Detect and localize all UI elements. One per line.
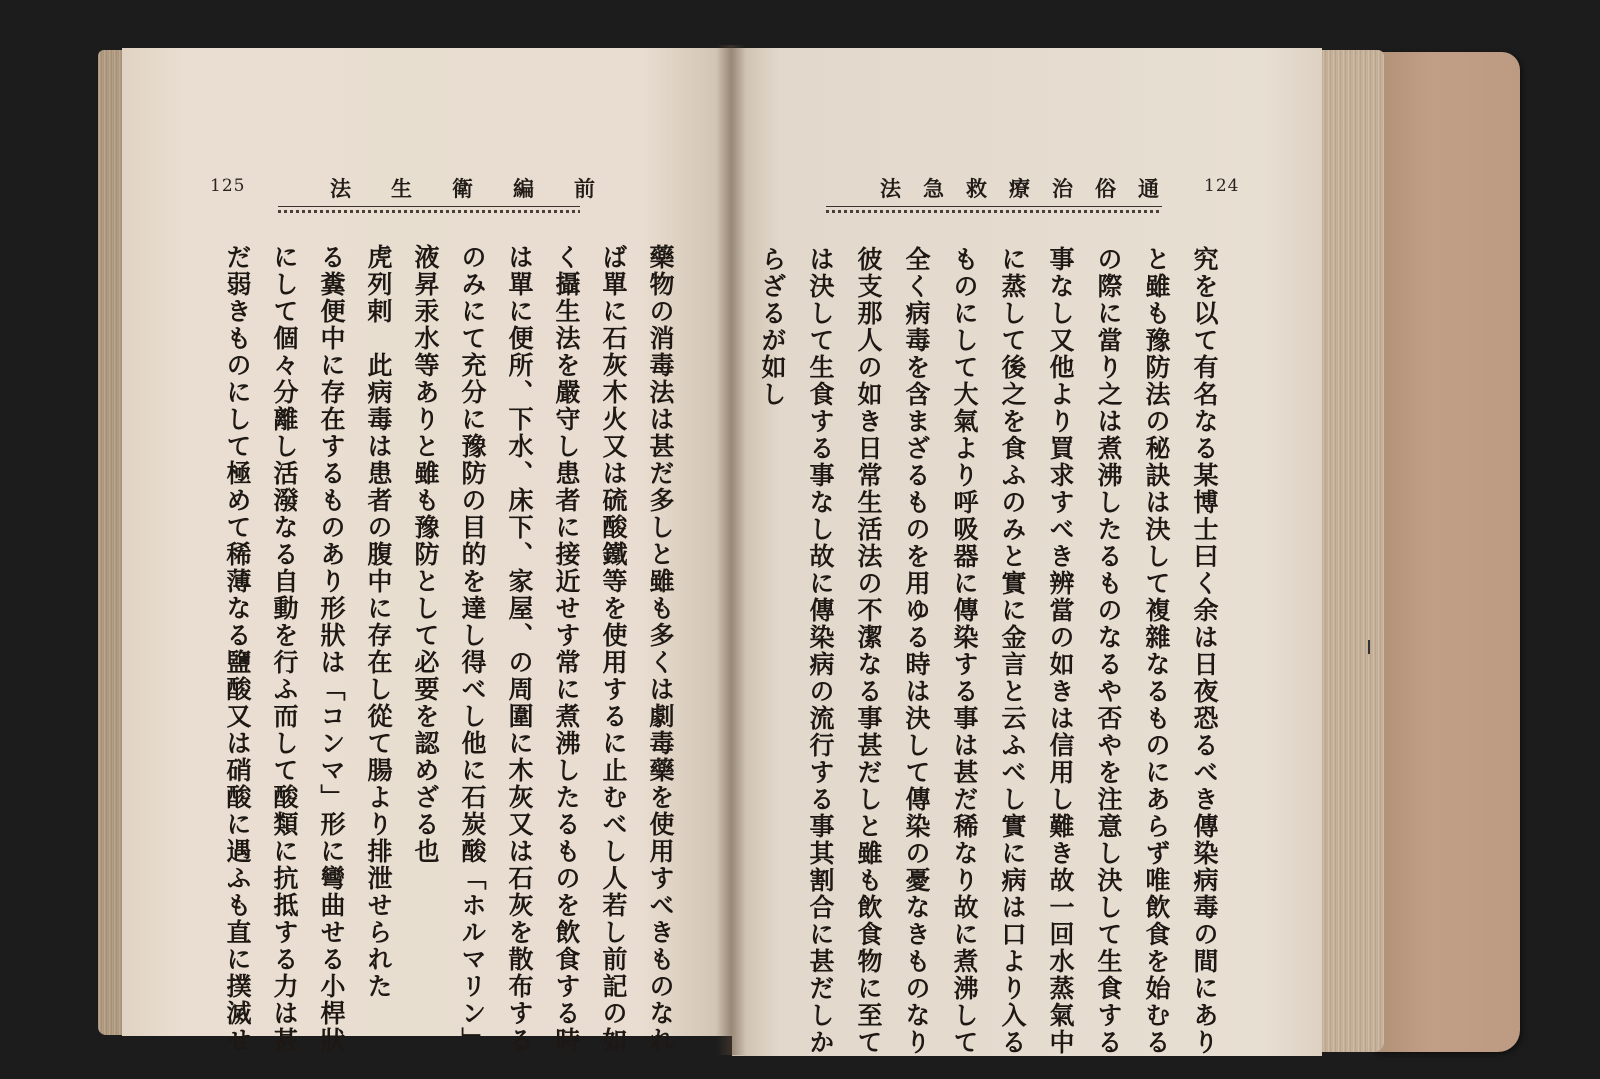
right-text-column: 究を以て有名なる某博士曰く余は日夜恐るべき傳染病毒の間にあり (1190, 246, 1219, 1056)
right-text-column: の際に當り之は煮沸したるものなるや否やを注意し決して生食する (1094, 246, 1123, 1056)
left-text-column: だ弱きものにして極めて稀薄なる鹽酸又は硝酸に遇ふも直に撲滅せ (223, 244, 252, 1054)
right-text-column: と雖も豫防法の秘訣は決して複雜なるものにあらず唯飲食を始むる (1142, 246, 1171, 1056)
left-header-rule (278, 206, 580, 213)
left-text-column: 液昇汞水等ありと雖も豫防として必要を認めざる也 (411, 244, 440, 865)
left-text-column: にして個々分離し活潑なる自動を行ふ而して酸類に抗抵する力は甚 (270, 244, 299, 1054)
left-running-title: 法生衛編前 (330, 176, 635, 201)
left-text-column: は單に便所、下水、床下、家屋、の周圍に木灰又は石灰を散布する (505, 244, 534, 1054)
left-page-number: 125 (210, 176, 246, 196)
left-text-column: 虎列剌 此病毒は患者の腹中に存在し從て腸より排泄せられた (364, 244, 393, 1000)
right-text-column: は決して生食する事なし故に傳染病の流行する事其割合に甚だしか (806, 246, 835, 1056)
left-text-column: 藥物の消毒法は甚だ多しと雖も多くは劇毒藥を使用すべきものなれ (646, 244, 675, 1054)
back-cover (1372, 52, 1520, 1052)
right-text-column: ものにして大氣より呼吸器に傳染する事は甚だ稀なり故に煮沸して (950, 246, 979, 1056)
right-text-column: 彼支那人の如き日常生活法の不潔なる事甚だしと雖も飲食物に至て (854, 246, 883, 1056)
right-header-rule (826, 206, 1162, 213)
left-text-column: く攝生法を嚴守し患者に接近せす常に煮沸したるものを飲食する時 (552, 244, 581, 1054)
left-text-column: る糞便中に存在するものあり形狀は「コンマ」形に彎曲せる小桿狀 (317, 244, 346, 1054)
right-page-number: 124 (1204, 176, 1240, 196)
right-text-column: 全く病毒を含まざるものを用ゆる時は決して傳染の憂なきものなり (902, 246, 931, 1056)
right-text-column: らざるが如し (758, 246, 787, 408)
right-running-title: 法急救療治俗通 (880, 176, 1181, 201)
right-text-column: 事なし又他より買求すべき辨當の如きは信用し難き故一回水蒸氣中 (1046, 246, 1075, 1056)
left-text-column: のみにて充分に豫防の目的を達し得べし他に石炭酸「ホルマリン」 (458, 244, 487, 1054)
left-text-column: ば單に石灰木火又は硫酸鐵等を使用するに止むべし人若し前記の如 (599, 244, 628, 1054)
page-edge-mark (1368, 640, 1370, 654)
page-block-edge-right (1312, 50, 1384, 1052)
right-text-column: に蒸して後之を食ふのみと實に金言と云ふべし實に病は口より入る (998, 246, 1027, 1056)
book-gutter (716, 45, 746, 1055)
